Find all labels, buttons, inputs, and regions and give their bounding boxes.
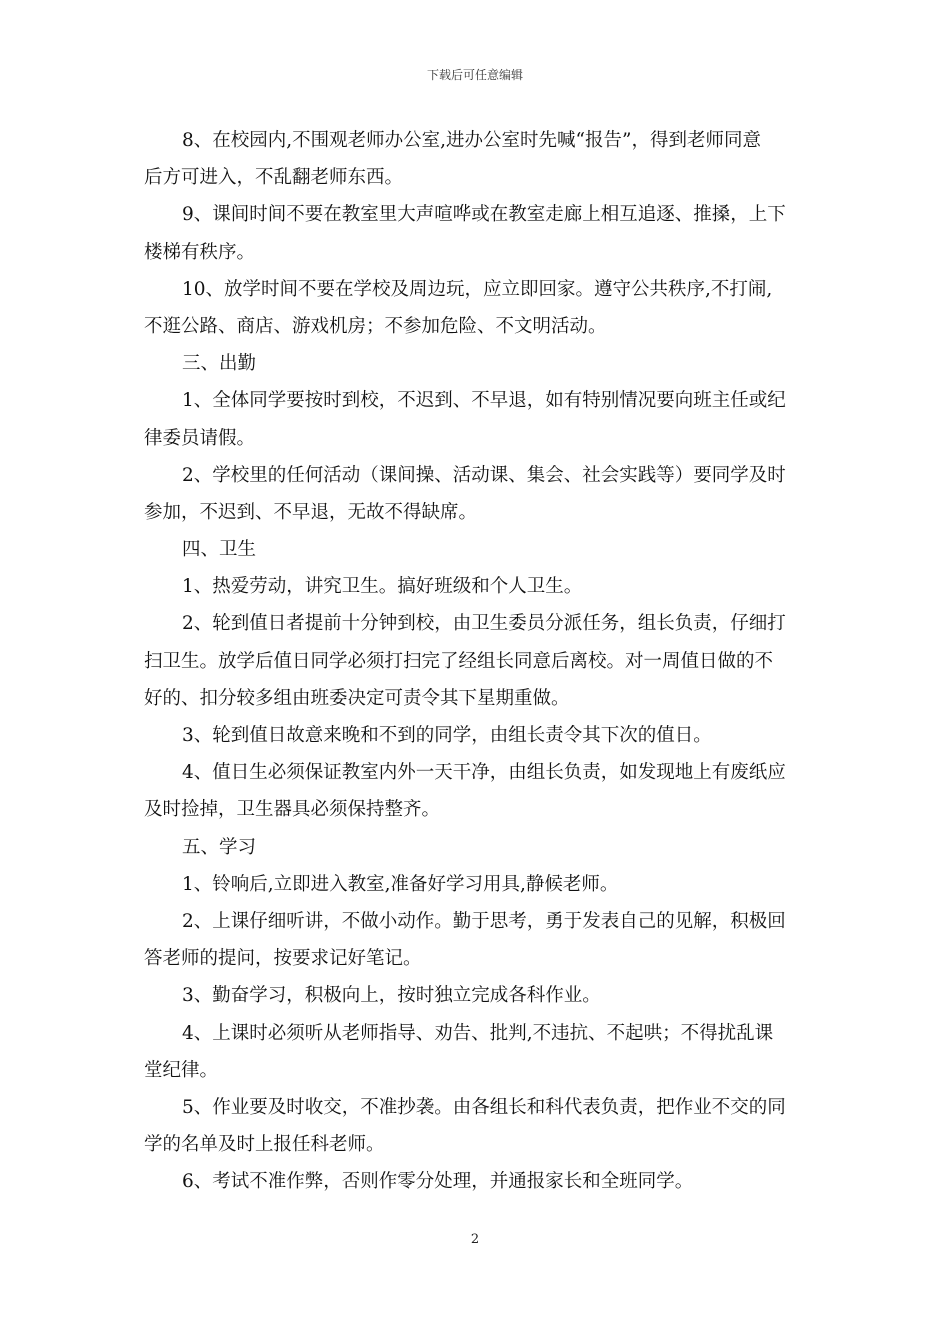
page-number: 2 xyxy=(470,1232,480,1247)
paragraph-line: 2、学校里的任何活动（课间操、活动课、集会、社会实践等）要同学及时 xyxy=(182,464,786,486)
paragraph-line: 1、热爱劳动，讲究卫生。搞好班级和个人卫生。 xyxy=(182,576,583,598)
paragraph-line: 1、全体同学要按时到校，不迟到、不早退，如有特别情况要向班主任或纪 xyxy=(182,390,786,412)
page-header: 下载后可任意编辑 xyxy=(426,68,523,82)
paragraph-line: 答老师的提问，按要求记好笔记。 xyxy=(144,948,422,970)
paragraph-line: 8、在校园内,不围观老师办公室,进办公室时先喊“报告”，得到老师同意 xyxy=(182,130,761,151)
paragraph-line: 10、放学时间不要在学校及周边玩，应立即回家。遵守公共秩序,不打闹, xyxy=(182,278,773,300)
paragraph-line: 2、上课仔细听讲，不做小动作。勤于思考，勇于发表自己的见解，积极回 xyxy=(182,910,786,932)
paragraph-line: 律委员请假。 xyxy=(144,427,256,449)
paragraph-line: 6、考试不准作弊，否则作零分处理，并通报家长和全班同学。 xyxy=(182,1171,694,1193)
paragraph-line: 9、课间时间不要在教室里大声喧哗或在教室走廊上相互追逐、推搡，上下 xyxy=(182,204,786,226)
paragraph-line: 参加，不迟到、不早退，无故不得缺席。 xyxy=(144,501,478,523)
paragraph-line: 好的、扣分较多组由班委决定可责令其下星期重做。 xyxy=(144,687,570,709)
paragraph-line: 堂纪律。 xyxy=(144,1059,219,1081)
paragraph-line: 2、轮到值日者提前十分钟到校，由卫生委员分派任务，组长负责，仔细打 xyxy=(182,613,786,635)
section-heading: 三、出勤 xyxy=(182,353,257,375)
paragraph-line: 及时捡掉，卫生器具必须保持整齐。 xyxy=(144,799,441,821)
paragraph-line: 3、勤奋学习，积极向上，按时独立完成各科作业。 xyxy=(182,985,601,1007)
paragraph-line: 1、铃响后,立即进入教室,准备好学习用具,静候老师。 xyxy=(182,873,619,895)
paragraph-line: 5、作业要及时收交，不准抄袭。由各组长和科代表负责，把作业不交的同 xyxy=(182,1096,786,1118)
paragraph-line: 不逛公路、商店、游戏机房；不参加危险、不文明活动。 xyxy=(144,315,607,337)
paragraph-line: 后方可进入，不乱翻老师东西。 xyxy=(144,167,404,189)
section-heading: 四、卫生 xyxy=(182,539,257,561)
document-body xyxy=(144,122,812,1200)
paragraph-line: 学的名单及时上报任科老师。 xyxy=(144,1134,385,1156)
paragraph-line: 4、值日生必须保证教室内外一天干净，由组长负责，如发现地上有废纸应 xyxy=(182,762,786,784)
paragraph-line: 4、上课时必须听从老师指导、劝告、批判,不违抗、不起哄；不得扰乱课 xyxy=(182,1022,774,1044)
paragraph-line: 楼梯有秩序。 xyxy=(144,241,256,263)
paragraph-line: 3、轮到值日故意来晚和不到的同学，由组长责令其下次的值日。 xyxy=(182,725,712,746)
section-heading: 五、学习 xyxy=(182,836,257,858)
paragraph-line: 扫卫生。放学后值日同学必须打扫完了经组长同意后离校。对一周值日做的不 xyxy=(144,650,774,672)
